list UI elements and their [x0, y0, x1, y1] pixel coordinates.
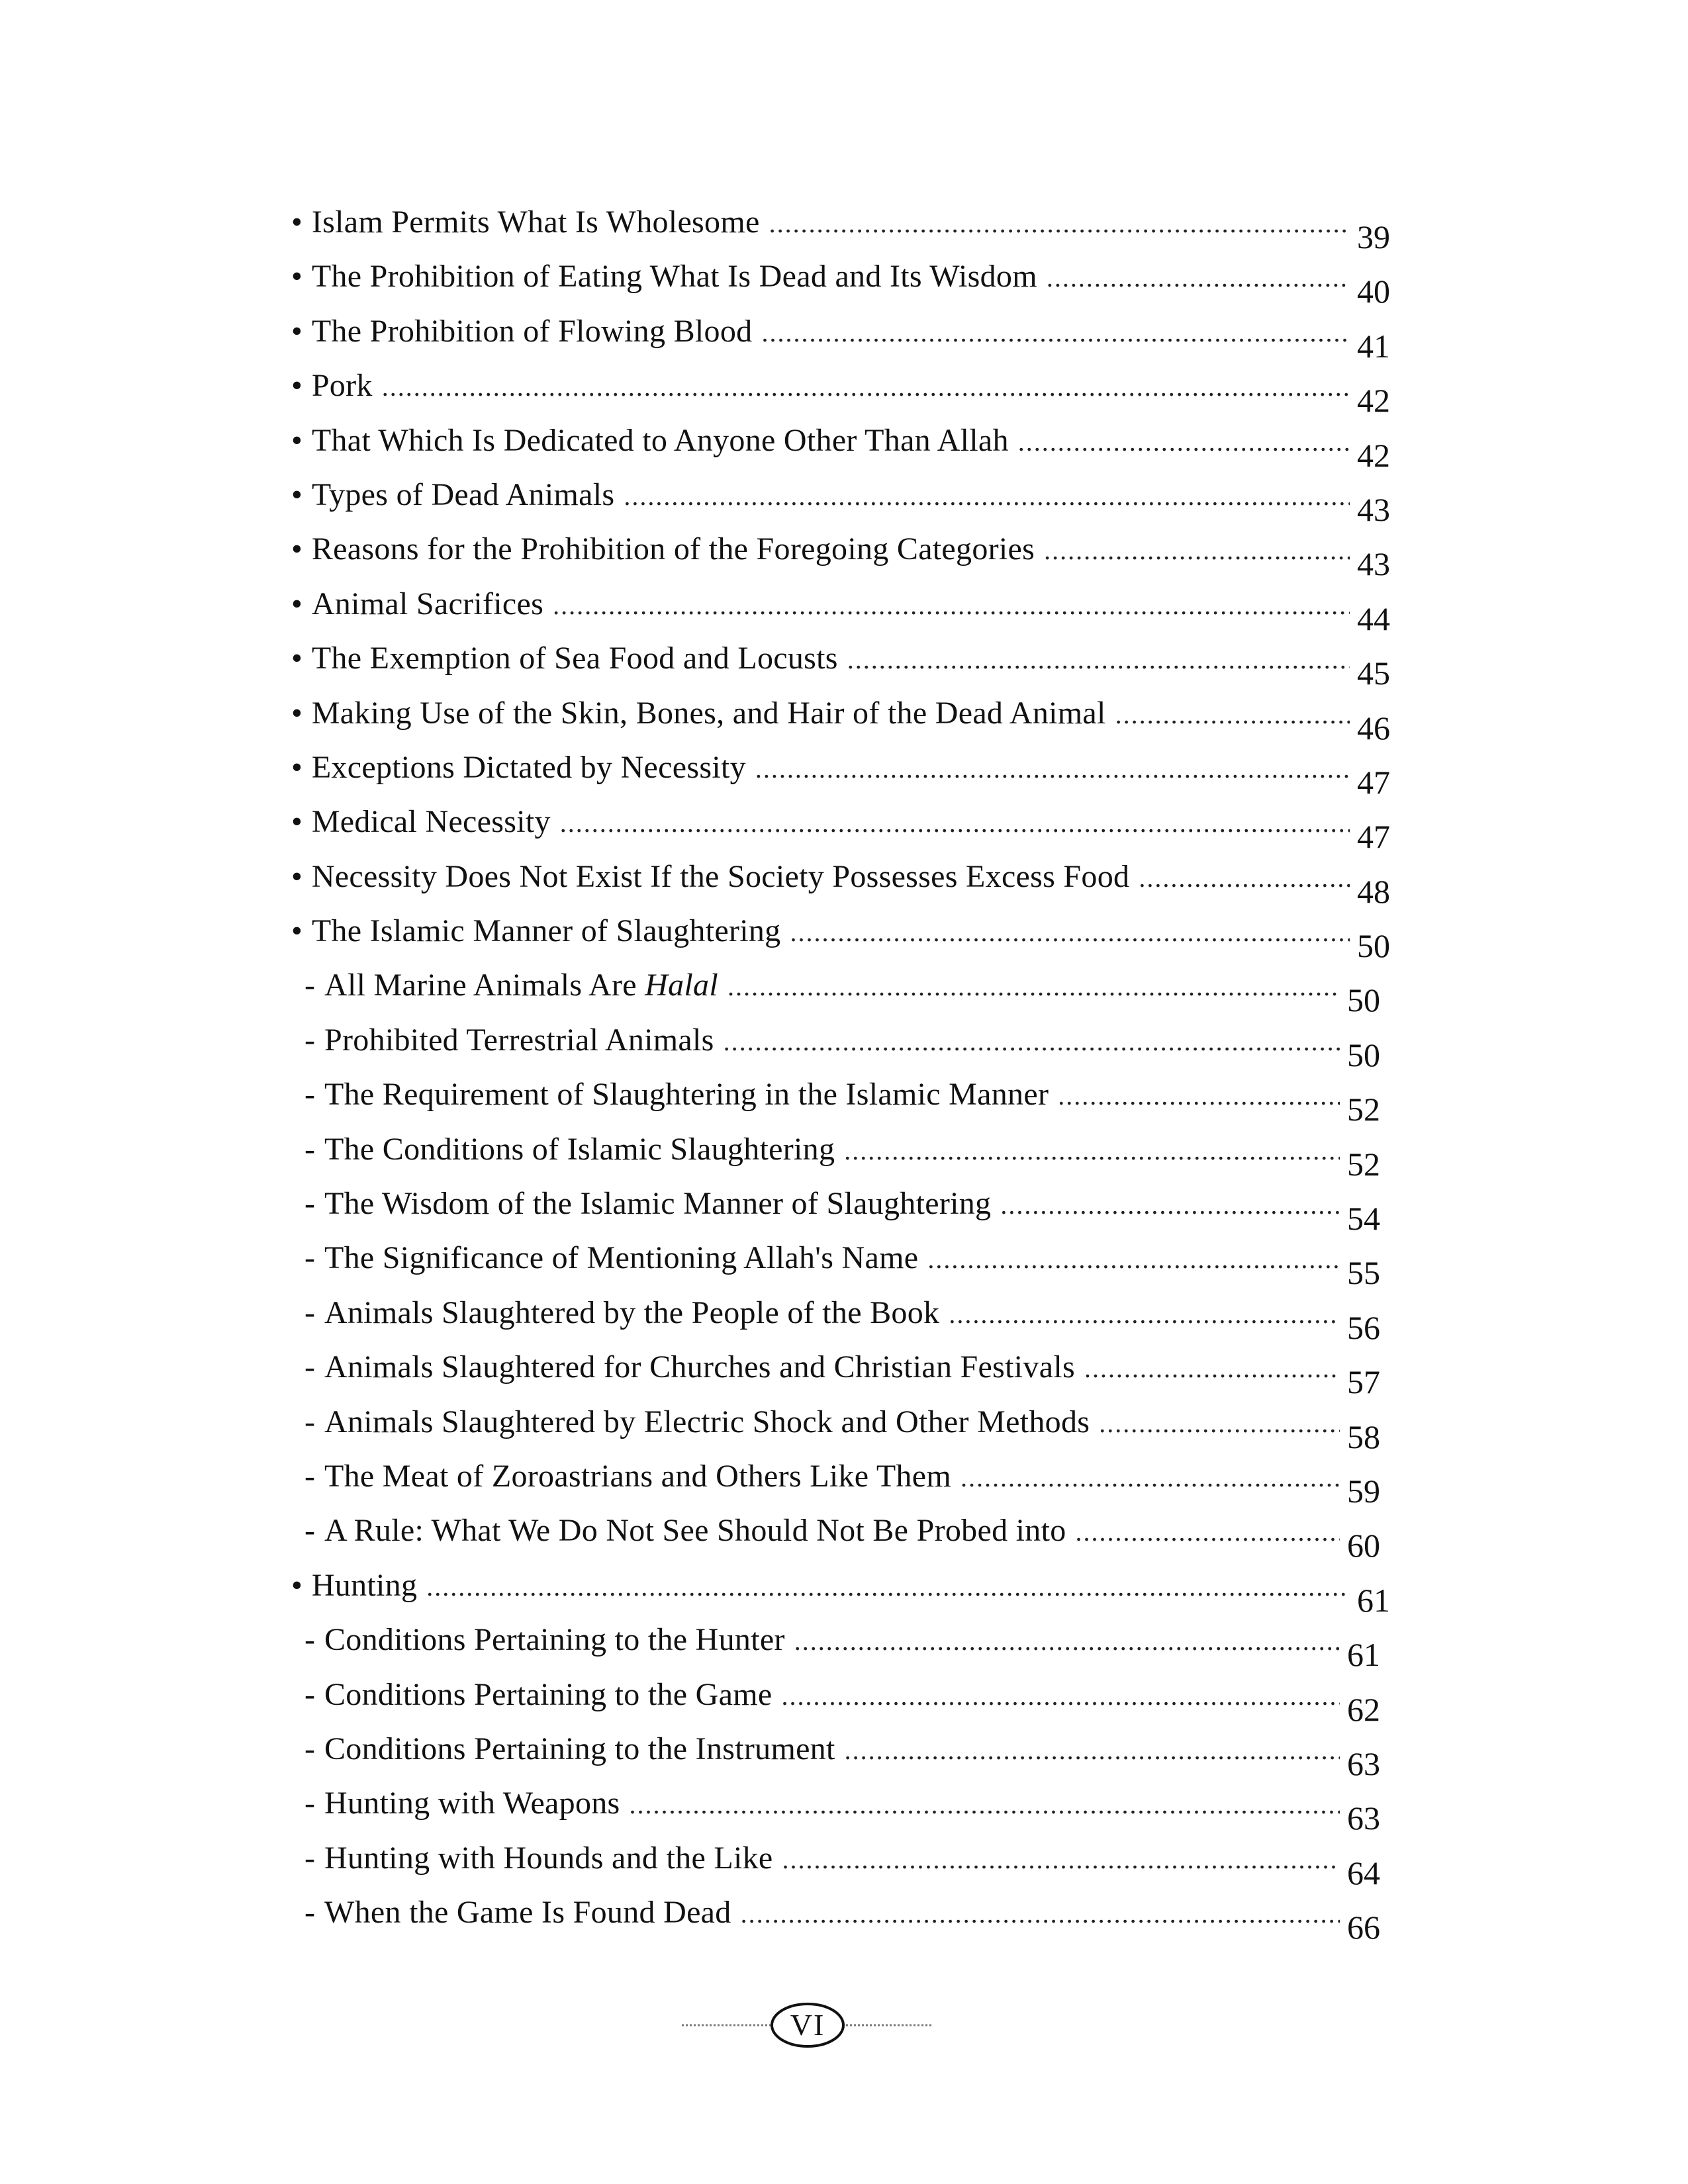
toc-entry-page-number: 44 — [1357, 600, 1390, 637]
bullet-icon: • — [291, 313, 303, 349]
toc-entry-line — [305, 1347, 1344, 1388]
bullet-icon: • — [291, 586, 303, 621]
bullet-icon: • — [291, 1567, 303, 1603]
dot-leader — [624, 477, 1350, 516]
toc-entry-page-number: 54 — [1347, 1200, 1380, 1238]
toc-entry — [265, 417, 1443, 474]
dot-leader — [781, 1676, 1340, 1716]
toc-entry-line — [291, 1566, 1354, 1607]
bullet-icon: • — [291, 804, 303, 840]
toc-entry-title — [312, 475, 615, 515]
toc-entry-page-number: 45 — [1357, 655, 1390, 692]
dot-leader — [1018, 422, 1350, 462]
toc-entry-page-number: 66 — [1347, 1909, 1380, 1946]
toc-entry-line — [305, 1184, 1344, 1225]
dot-leader — [761, 313, 1350, 353]
toc-entry-title — [312, 421, 1009, 461]
dot-leader — [1099, 1404, 1340, 1443]
dot-leader — [927, 1240, 1340, 1279]
toc-entry-page-number: 61 — [1347, 1636, 1380, 1674]
dash-marker: - — [305, 1513, 315, 1549]
toc-entry-page-number: 52 — [1347, 1145, 1380, 1183]
toc-entry-line — [305, 1021, 1344, 1062]
toc-entry-title-text: Islam Permits What Is Wholesome — [311, 205, 760, 240]
toc-entry-line — [291, 203, 1354, 244]
toc-entry-page-number: 39 — [1357, 218, 1390, 255]
bullet-icon: • — [291, 422, 303, 458]
toc-entry-page-number: 57 — [1347, 1363, 1380, 1401]
toc-entry-title-text: Conditions Pertaining to the Hunter — [324, 1622, 785, 1658]
toc-entry-title — [324, 1620, 785, 1660]
toc-entry-title — [324, 1184, 991, 1224]
toc-entry — [265, 1780, 1443, 1837]
toc-entry-title — [324, 1130, 835, 1169]
toc-entry-title — [324, 1457, 951, 1496]
dash-marker: - — [305, 1077, 315, 1113]
bullet-icon: • — [291, 477, 303, 512]
dash-marker: - — [305, 1840, 315, 1876]
toc-entry-page-number: 63 — [1347, 1799, 1380, 1837]
toc-entry-page-number: 60 — [1347, 1527, 1380, 1565]
toc-entry-line — [305, 1402, 1344, 1443]
dot-leader — [755, 749, 1350, 789]
toc-entry — [265, 1234, 1443, 1292]
toc-entry-page-number: 64 — [1347, 1854, 1380, 1891]
toc-entry-title — [324, 966, 718, 1005]
dot-leader — [1115, 695, 1350, 735]
toc-entry — [265, 253, 1443, 310]
toc-entry — [265, 1017, 1443, 1071]
toc-entry-page-number: 63 — [1347, 1745, 1380, 1782]
toc-entry — [265, 1126, 1443, 1183]
toc-entry-title — [324, 1238, 918, 1278]
toc-entry-title-text: The Wisdom of the Islamic Manner of Slaughtering — [324, 1186, 992, 1222]
toc-entry-page-number: 58 — [1347, 1418, 1380, 1455]
toc-entry-title-text: Animal Sacrifices — [311, 586, 544, 621]
toc-entry-line — [305, 1293, 1344, 1334]
toc-entry — [265, 1562, 1443, 1619]
toc-entry-title-text: A Rule: What We Do Not See Should Not Be Probed into — [324, 1513, 1066, 1549]
dot-leader — [727, 967, 1340, 1007]
bullet-icon: • — [291, 641, 303, 676]
toc-entry-line — [291, 911, 1354, 952]
dot-leader — [724, 1022, 1340, 1062]
toc-entry-line — [291, 802, 1354, 843]
toc-entry-title — [324, 1893, 731, 1933]
toc-entry — [265, 1453, 1443, 1510]
toc-entry-line — [291, 366, 1354, 407]
toc-entry-page-number: 47 — [1357, 763, 1390, 801]
toc-entry-line — [291, 475, 1354, 516]
dash-marker: - — [305, 1240, 315, 1276]
toc-entry — [265, 1180, 1443, 1238]
dot-leader — [1000, 1185, 1340, 1225]
toc-entry-title-text: The Requirement of Slaughtering in the Islamic Manner — [324, 1077, 1049, 1113]
toc-entry-line — [305, 1784, 1344, 1825]
bullet-icon: • — [291, 749, 303, 785]
toc-entry-title-text: Conditions Pertaining to the Instrument — [324, 1731, 835, 1766]
toc-entry-page-number: 46 — [1357, 709, 1390, 747]
toc-entry-page-number: 42 — [1357, 436, 1390, 474]
toc-entry — [265, 580, 1443, 635]
toc-entry-title-text: Animals Slaughtered for Churches and Christian Festivals — [324, 1349, 1075, 1385]
dot-leader — [1047, 258, 1350, 298]
toc-entry-line — [305, 1729, 1344, 1770]
toc-entry — [265, 853, 1443, 910]
toc-entry-title — [312, 203, 760, 242]
toc-entry-title-text: The Meat of Zoroastrians and Others Like Them — [324, 1458, 951, 1494]
bullet-icon: • — [291, 259, 303, 295]
toc-entry-page-number: 50 — [1347, 1036, 1380, 1073]
toc-entry-title-text: The Prohibition of Flowing Blood — [311, 313, 753, 349]
toc-entry-title-text: Pork — [311, 368, 373, 404]
toc-entry-title — [312, 312, 753, 351]
toc-entry-page-number: 62 — [1347, 1690, 1380, 1728]
toc-entry-title-text: When the Game Is Found Dead — [324, 1895, 731, 1931]
toc-entry-page-number: 59 — [1347, 1472, 1380, 1510]
toc-entry-page-number: 52 — [1347, 1091, 1380, 1128]
toc-entry-title — [324, 1839, 773, 1878]
toc-entry-title — [324, 1511, 1066, 1551]
toc-entry-page-number: 47 — [1357, 818, 1390, 856]
toc-entry-title — [324, 1402, 1090, 1442]
toc-entry-line — [291, 584, 1354, 625]
toc-entry-title-text: The Exemption of Sea Food and Locusts — [311, 641, 838, 676]
toc-entry — [265, 199, 1443, 253]
toc-entry-title-text: Types of Dead Animals — [311, 477, 615, 512]
page-number-label: VI — [790, 2008, 825, 2042]
toc-entry-title — [312, 748, 746, 788]
toc-entry-title-italic: Halal — [645, 968, 718, 1003]
toc-entry-title — [312, 584, 543, 624]
toc-entry-title — [324, 1675, 773, 1715]
toc-entry-title — [324, 1347, 1075, 1387]
toc-entry-title-text: That Which Is Dedicated to Anyone Other Than Allah — [311, 422, 1009, 458]
toc-entry — [265, 1343, 1443, 1401]
toc-entry-title — [312, 639, 838, 678]
toc-entry-title-text: Reasons for the Prohibition of the Foregoing Categories — [311, 531, 1035, 567]
dot-leader — [1076, 1512, 1340, 1552]
toc-entry — [265, 525, 1443, 583]
dot-leader — [1084, 1349, 1340, 1388]
toc-entry — [265, 1071, 1443, 1128]
toc-entry-title-text: Making Use of the Skin, Bones, and Hair of the Dead Animal — [311, 695, 1106, 731]
toc-entry-title — [324, 1784, 620, 1823]
dot-leader — [790, 913, 1350, 952]
bullet-icon: • — [291, 913, 303, 949]
bullet-icon: • — [291, 695, 303, 731]
dot-leader — [630, 1785, 1340, 1825]
toc-entry-title-text: All Marine Animals Are — [324, 968, 645, 1003]
toc-entry — [265, 962, 1443, 1019]
toc-entry-title-text: Animals Slaughtered by the People of the Book — [324, 1295, 940, 1330]
toc-entry-line — [291, 748, 1354, 789]
toc-entry-title-text: Hunting with Weapons — [324, 1786, 620, 1821]
bullet-icon: • — [291, 205, 303, 240]
toc-entry-line — [305, 1893, 1344, 1934]
toc-entry-line — [305, 1075, 1344, 1116]
dot-leader — [1044, 531, 1350, 570]
toc-entry — [265, 690, 1443, 747]
toc-entry — [265, 1507, 1443, 1565]
dash-marker: - — [305, 1731, 315, 1766]
toc-entry-title-text: The Significance of Mentioning Allah's Name — [324, 1240, 919, 1276]
toc-entry — [265, 1889, 1443, 1946]
toc-entry — [265, 308, 1443, 365]
dot-leader — [961, 1458, 1340, 1498]
toc-entry-line — [291, 529, 1354, 570]
dash-marker: - — [305, 1022, 315, 1058]
toc-entry-page-number: 56 — [1347, 1308, 1380, 1346]
toc-entry-title-text: Hunting with Hounds and the Like — [324, 1840, 773, 1876]
toc-entry-line — [305, 1675, 1344, 1716]
toc-entry — [265, 1398, 1443, 1453]
dot-leader — [844, 1131, 1340, 1171]
bullet-icon: • — [291, 368, 303, 404]
toc-entry — [265, 1616, 1443, 1674]
toc-entry-page-number: 48 — [1357, 872, 1390, 910]
dot-leader — [1058, 1076, 1340, 1116]
toc-entry-page-number: 43 — [1357, 545, 1390, 583]
dot-leader — [949, 1295, 1340, 1334]
toc-entry-title-text: Exceptions Dictated by Necessity — [311, 749, 746, 785]
toc-entry-line — [291, 421, 1354, 462]
bullet-icon: • — [291, 858, 303, 894]
table-of-contents — [265, 199, 1443, 1944]
toc-entry-title — [312, 366, 373, 406]
dot-leader — [426, 1567, 1350, 1607]
dot-leader — [782, 1840, 1340, 1880]
toc-entry — [265, 907, 1443, 965]
toc-entry-title — [312, 1566, 417, 1606]
toc-entry-page-number: 55 — [1347, 1254, 1380, 1292]
toc-entry-line — [291, 857, 1354, 898]
toc-entry — [265, 744, 1443, 801]
toc-entry-title — [324, 1075, 1049, 1115]
bullet-icon: • — [291, 531, 303, 567]
toc-entry — [265, 1725, 1443, 1780]
dot-leader — [741, 1894, 1340, 1934]
dot-leader — [794, 1621, 1340, 1661]
toc-entry — [265, 635, 1443, 692]
dash-marker: - — [305, 1295, 315, 1330]
toc-entry-title-text: The Islamic Manner of Slaughtering — [311, 913, 781, 949]
toc-entry-page-number: 41 — [1357, 327, 1390, 365]
dash-marker: - — [305, 1131, 315, 1167]
toc-entry-page-number: 61 — [1357, 1581, 1390, 1619]
toc-entry-title-text: Prohibited Terrestrial Animals — [324, 1022, 714, 1058]
toc-entry-line — [291, 639, 1354, 680]
dash-marker: - — [305, 1895, 315, 1931]
dash-marker: - — [305, 1186, 315, 1222]
dash-marker: - — [305, 1786, 315, 1821]
toc-entry-line — [305, 1511, 1344, 1552]
toc-entry-page-number: 43 — [1357, 490, 1390, 528]
toc-entry-line — [291, 312, 1354, 353]
toc-entry-title — [324, 1021, 714, 1060]
dash-marker: - — [305, 1622, 315, 1658]
toc-entry-title — [312, 802, 551, 842]
toc-entry-title — [312, 257, 1037, 296]
toc-entry-title — [312, 694, 1106, 733]
toc-entry-title-text: The Prohibition of Eating What Is Dead and Its Wisdom — [311, 259, 1037, 295]
toc-entry-title-text: Conditions Pertaining to the Game — [324, 1676, 773, 1712]
toc-entry-page-number: 50 — [1357, 927, 1390, 965]
toc-entry — [265, 798, 1443, 856]
page-folio — [682, 1999, 933, 2052]
dash-marker: - — [305, 1404, 315, 1439]
toc-entry — [265, 1835, 1443, 1889]
toc-entry-page-number: 42 — [1357, 382, 1390, 420]
toc-entry-line — [305, 1620, 1344, 1661]
toc-entry-line — [305, 1238, 1344, 1279]
dot-leader — [845, 1731, 1340, 1770]
dot-leader — [553, 586, 1350, 625]
toc-list — [265, 199, 1443, 1944]
dot-leader — [769, 204, 1350, 244]
toc-entry-title-text: Animals Slaughtered by Electric Shock and Other Methods — [324, 1404, 1090, 1439]
toc-entry-line — [305, 1130, 1344, 1171]
toc-entry-title-text: Necessity Does Not Exist If the Society Possesses Excess Food — [311, 858, 1130, 894]
toc-entry — [265, 1671, 1443, 1728]
dot-leader — [1139, 858, 1350, 898]
toc-entry-page-number: 40 — [1357, 273, 1390, 310]
toc-entry-page-number: 50 — [1347, 981, 1380, 1019]
dash-marker: - — [305, 1349, 315, 1385]
toc-entry-title — [312, 529, 1035, 569]
toc-entry — [265, 362, 1443, 420]
toc-entry — [265, 471, 1443, 528]
toc-entry-title — [324, 1293, 939, 1333]
toc-entry — [265, 1289, 1443, 1346]
toc-entry-title — [312, 911, 781, 951]
dot-leader — [847, 640, 1350, 680]
toc-entry-title-text: Hunting — [311, 1567, 418, 1603]
toc-entry-line — [305, 1839, 1344, 1880]
toc-entry-line — [291, 694, 1354, 735]
dot-leader — [382, 367, 1350, 407]
toc-entry-line — [305, 1457, 1344, 1498]
toc-entry-title — [312, 857, 1130, 897]
dot-leader — [560, 803, 1350, 843]
dash-marker: - — [305, 1458, 315, 1494]
dash-marker: - — [305, 1676, 315, 1712]
toc-entry-title — [324, 1729, 835, 1769]
toc-entry-title-text: Medical Necessity — [311, 804, 551, 840]
toc-entry-line — [305, 966, 1344, 1007]
toc-entry-line — [291, 257, 1354, 298]
toc-entry-title-text: The Conditions of Islamic Slaughtering — [324, 1131, 835, 1167]
dash-marker: - — [305, 968, 315, 1003]
